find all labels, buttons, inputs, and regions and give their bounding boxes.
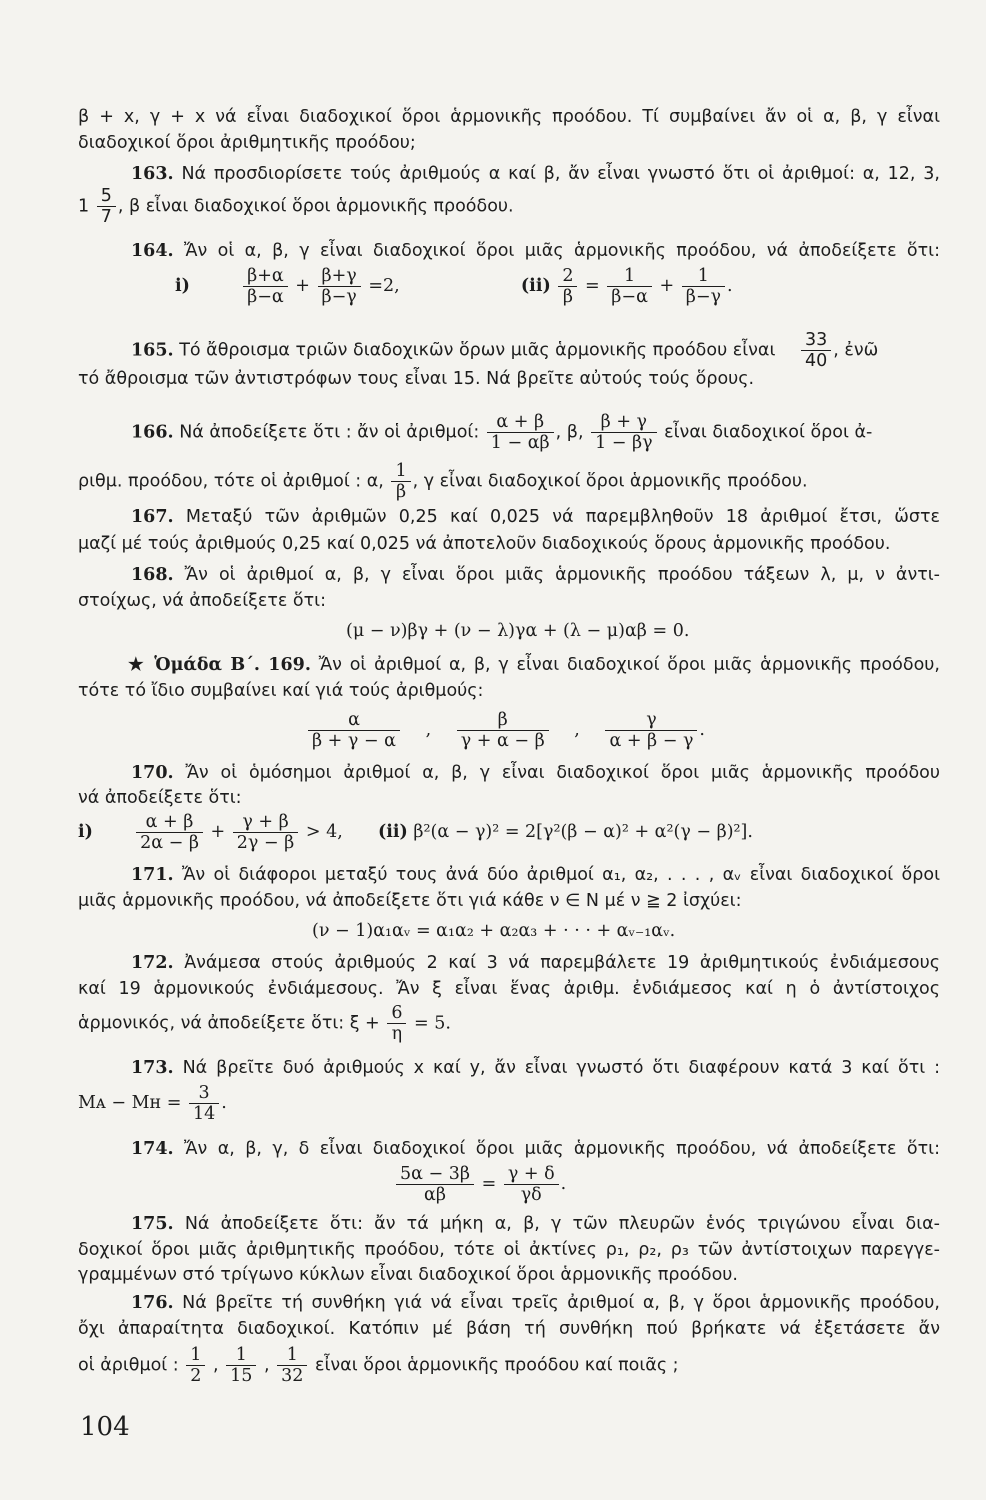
numerator: α + β: [145, 812, 194, 832]
fraction: [396, 1164, 474, 1205]
denominator: γδ: [504, 1184, 559, 1205]
exercise-number: 163.: [131, 164, 174, 184]
fraction: [226, 1345, 256, 1386]
operator: +: [659, 276, 675, 296]
exercise-165: [131, 330, 940, 371]
numerator: α + β: [496, 412, 545, 432]
text: Ἄν α, β, γ, δ εἶναι διαδοχικοί ὅροι μιᾶς ἁρμονικῆς προόδου, νά ἀποδείξετε ὅτι:: [184, 1139, 940, 1159]
denominator: 40: [801, 350, 831, 371]
exercise-168: [131, 564, 940, 586]
operator: =2,: [368, 276, 400, 296]
numerator: 33: [804, 330, 828, 350]
numerator: 1: [235, 1345, 247, 1365]
text: νά ἀποδείξετε ὅτι:: [78, 788, 242, 808]
text: οἱ ἀριθμοί :: [78, 1355, 179, 1376]
denominator: 2α − β: [136, 832, 203, 853]
text: Τό ἄθροισμα τριῶν διαδοχικῶν ὅρων μιᾶς ἁρμονικῆς προόδου εἶναι: [179, 340, 776, 361]
numerator: 3: [198, 1083, 210, 1103]
text-line: [78, 368, 940, 390]
exercise-number: 168.: [131, 565, 174, 585]
text-line: [78, 590, 940, 612]
formula-164: [175, 266, 875, 307]
text-line: [78, 787, 940, 809]
text-line: [78, 1239, 940, 1261]
exercise-number: 170.: [131, 763, 174, 783]
text: ριθμ. προόδου, τότε οἱ ἀριθμοί : α,: [78, 471, 384, 492]
exercise-167: [131, 506, 940, 528]
item-label: i): [78, 822, 93, 842]
exercise-170: [131, 762, 940, 784]
fraction: [504, 1164, 559, 1205]
denominator: αβ: [396, 1184, 474, 1205]
denominator: β−α: [243, 286, 288, 307]
text-line: [78, 1264, 940, 1286]
equation: (μ − ν)βγ + (ν − λ)γα + (λ − μ)αβ = 0.: [346, 621, 690, 641]
numerator: β + γ: [600, 412, 648, 432]
formula-171: [312, 920, 872, 942]
denominator: β: [391, 481, 410, 502]
formula-169: [306, 710, 826, 751]
exercise-number: 176.: [131, 1293, 174, 1313]
operator: .: [699, 720, 705, 740]
fraction: [591, 412, 657, 453]
fraction: [97, 186, 116, 227]
numerator: 2: [562, 266, 574, 286]
text: Ἀνάμεσα στούς ἀριθμούς 2 καί 3 νά παρεμβάλετε 19 ἀριθμητικούς ἐνδιάμεσους: [184, 953, 940, 973]
numerator: 1: [190, 1345, 202, 1365]
exercise-number: 171.: [131, 865, 174, 885]
text-line: [78, 1318, 940, 1340]
fraction: [308, 710, 400, 751]
text: Ἄν οἱ ἀριθμοί α, β, γ εἶναι ὅροι μιᾶς ἁρμονικῆς προόδου τάξεων λ, μ, ν ἀντι-: [184, 565, 940, 585]
exercise-176: [131, 1292, 940, 1314]
exercise-172: [131, 952, 940, 974]
text: Νά βρεῖτε δυό ἀριθμούς x καί y, ἄν εἶναι γνωστό ὅτι διαφέρουν κατά 3 καί ὅτι :: [182, 1058, 940, 1078]
operator: +: [295, 276, 310, 296]
fraction: [607, 266, 652, 307]
numerator: γ: [646, 710, 657, 730]
group-heading: ★ Ὁμάδα Β΄. 169.: [128, 655, 311, 675]
text-line: [78, 533, 940, 555]
text: Ἄν οἱ διάφοροι μεταξύ τους ἀνά δύο ἀριθμοί α₁, α₂, . . . , αᵥ εἶναι διαδοχικοί ὅροι: [181, 865, 940, 885]
numerator: β: [497, 710, 508, 730]
text: , β εἶναι διαδοχικοί ὅροι ἁρμονικῆς προόδου.: [117, 196, 514, 217]
fraction: [682, 266, 725, 307]
denominator: β−α: [607, 286, 652, 307]
exercise-163: [131, 163, 940, 185]
denominator: 7: [97, 206, 116, 227]
numerator: 6: [391, 1003, 403, 1023]
exercise-164: [131, 240, 940, 262]
numerator: 1: [624, 266, 636, 286]
fraction: [189, 1083, 219, 1124]
exercise-166: [131, 412, 940, 453]
text: τό ἄθροισμα τῶν ἀντιστρόφων τους εἶναι 15. Νά βρεῖτε αὐτούς τούς ὅρους.: [78, 369, 755, 389]
equation: β²(α − γ)² = 2[γ²(β − α)² + α²(γ − β)²].: [413, 822, 753, 842]
exercise-171: [131, 864, 940, 886]
item-label: (ii): [377, 822, 408, 842]
text: εἶναι ὅροι ἁρμονικῆς προόδου καί ποιᾶς ;: [315, 1355, 679, 1376]
denominator: β: [558, 286, 577, 307]
denominator: γ + α − β: [457, 730, 549, 751]
fraction: [605, 710, 697, 751]
denominator: 1 − αβ: [487, 432, 554, 453]
separator: ,: [425, 720, 432, 740]
denominator: 15: [226, 1365, 256, 1386]
text: β + x, γ + x νά εἶναι διαδοχικοί ὅροι ἁρμονικῆς προόδου. Τί συμβαίνει ἄν οἱ α, β, γ εἶναι: [78, 107, 940, 127]
text: καί 19 ἁρμονικούς ἐνδιάμεσους. Ἄν ξ εἶναι ἕνας ἀριθμ. ἐνδιάμεσος καί η ὁ ἀντίστοιχος: [78, 979, 940, 999]
fraction: [136, 812, 203, 853]
operator: =: [585, 276, 600, 296]
formula-174: [394, 1164, 694, 1205]
text-line: [78, 978, 940, 1000]
fraction: [387, 1003, 406, 1044]
numerator: 1: [697, 266, 709, 286]
exercise-number: 166.: [131, 422, 174, 443]
numerator: α: [348, 710, 360, 730]
denominator: β−γ: [318, 286, 361, 307]
numerator: 1: [286, 1345, 298, 1365]
text-line: [78, 106, 940, 128]
text: Ἄν οἱ ὁμόσημοι ἀριθμοί α, β, γ εἶναι διαδοχικοί ὅροι μιᾶς ἁρμονικῆς προόδου: [185, 763, 940, 783]
denominator: β + γ − α: [308, 730, 400, 751]
text: εἶναι διαδοχικοί ὅροι ἀ-: [664, 422, 873, 443]
operator: .: [221, 1093, 227, 1113]
item-label: (ii): [520, 276, 551, 296]
numerator: 5α − 3β: [400, 1164, 470, 1184]
exercise-173: [131, 1057, 940, 1079]
text: 1: [78, 196, 90, 217]
text-line: [78, 132, 940, 154]
denominator: η: [387, 1023, 406, 1044]
formula-168: [346, 620, 846, 642]
operator: .: [726, 276, 733, 296]
fraction: [318, 266, 361, 307]
numerator: β+α: [247, 266, 284, 286]
text: γραμμένων στό τρίγωνο κύκλων εἶναι διαδοχικοί ὅροι ἁρμονικῆς προόδου.: [78, 1265, 738, 1285]
text: στοίχως, νά ἀποδείξετε ὅτι:: [78, 591, 326, 611]
separator: ,: [574, 720, 580, 740]
text: Νά προσδιορίσετε τούς ἀριθμούς α καί β, ἄν εἶναι γνωστό ὅτι οἱ ἀριθμοί: α, 12, 3,: [181, 164, 940, 184]
numerator: 1: [395, 461, 407, 481]
denominator: 14: [189, 1103, 219, 1124]
denominator: 2: [186, 1365, 205, 1386]
denominator: 1 − βγ: [591, 432, 657, 453]
equation: = 5.: [414, 1013, 451, 1034]
denominator: α + β − γ: [605, 730, 697, 751]
fraction: [391, 461, 410, 502]
text: Νά βρεῖτε τή συνθήκη γιά νά εἶναι τρεῖς ἀριθμοί α, β, γ ὅροι ἁρμονικῆς προόδου,: [182, 1293, 940, 1313]
text: , ἐνῶ: [833, 340, 879, 361]
denominator: 32: [277, 1365, 307, 1386]
text: ἁρμονικός, νά ἀποδείξετε ὅτι: ξ +: [78, 1013, 380, 1034]
exercise-number: 172.: [131, 953, 174, 973]
numerator: γ + δ: [507, 1164, 555, 1184]
item-label: i): [175, 276, 190, 296]
fraction: [801, 330, 831, 371]
separator: ,: [212, 1355, 219, 1376]
text: , β,: [555, 422, 584, 443]
text-line: [78, 1083, 940, 1124]
operator: > 4,: [305, 822, 343, 842]
text-line: [78, 890, 940, 912]
fraction: [457, 710, 549, 751]
exercise-number: 167.: [131, 507, 174, 527]
text: ὄχι ἀπαραίτητα διαδοχικοί. Κατόπιν μέ βάση τή συνθήκη πού βρήκατε νά ἐξετάσετε ἄν: [78, 1319, 940, 1339]
exercise-175: [131, 1213, 940, 1235]
denominator: β−γ: [682, 286, 725, 307]
text: Ἄν οἱ α, β, γ εἶναι διαδοχικοί ὅροι μιᾶς ἁρμονικῆς προόδου, νά ἀποδείξετε ὅτι:: [184, 241, 940, 261]
page-number: 104: [80, 1412, 130, 1442]
fraction: [487, 412, 554, 453]
text: δοχικοί ὅροι μιᾶς ἀριθμητικῆς προόδου, τότε οἱ ἀκτίνες ρ₁, ρ₂, ρ₃ τῶν ἀντίστοιχων παρεγγε-: [78, 1240, 940, 1260]
text-line: [78, 186, 940, 227]
operator: =: [481, 1174, 497, 1194]
exercise-number: 165.: [131, 340, 174, 361]
exercise-174: [131, 1138, 940, 1160]
exercise-number: 164.: [131, 241, 174, 261]
numerator: γ + β: [242, 812, 289, 832]
operator: +: [210, 822, 226, 842]
text: τότε τό ἴδιο συμβαίνει καί γιά τούς ἀριθμούς:: [78, 681, 484, 701]
exercise-number: 173.: [131, 1058, 174, 1078]
text-line: [78, 1345, 940, 1386]
exercise-169: [128, 654, 940, 676]
numerator: β+γ: [321, 266, 357, 286]
text-line: [78, 461, 940, 502]
exercise-number: 174.: [131, 1139, 174, 1159]
fraction: [277, 1345, 307, 1386]
separator: ,: [264, 1355, 270, 1376]
text-line: [78, 1003, 940, 1044]
text: Μεταξύ τῶν ἀριθμῶν 0,25 καί 0,025 νά παρεμβληθοῦν 18 ἀριθμοί ἔτσι, ὥστε: [185, 507, 940, 527]
fraction: [558, 266, 577, 307]
text-line: [78, 680, 940, 702]
fraction: [233, 812, 299, 853]
formula-170: [78, 812, 948, 853]
operator: .: [560, 1174, 567, 1194]
text: Νά ἀποδείξετε ὅτι: ἄν τά μήκη α, β, γ τῶν πλευρῶν ἑνός τριγώνου εἶναι δια-: [184, 1214, 940, 1234]
exercise-number: 175.: [131, 1214, 174, 1234]
text: μαζί μέ τούς ἀριθμούς 0,25 καί 0,025 νά ἀποτελοῦν διαδοχικούς ὅρους ἁρμονικῆς προόδου.: [78, 534, 891, 554]
denominator: 2γ − β: [233, 832, 299, 853]
equation: Mᴀ − Mʜ =: [78, 1093, 182, 1113]
text: Νά ἀποδείξετε ὅτι : ἄν οἱ ἀριθμοί:: [179, 422, 480, 443]
text: , γ εἶναι διαδοχικοί ὅροι ἁρμονικῆς προόδου.: [412, 471, 808, 492]
text: μιᾶς ἁρμονικῆς προόδου, νά ἀποδείξετε ὅτι γιά κάθε ν ∈ N μέ ν ≧ 2 ἰσχύει:: [78, 891, 742, 911]
numerator: 5: [100, 186, 112, 206]
text: Ἄν οἱ ἀριθμοί α, β, γ εἶναι διαδοχικοί ὅροι μιᾶς ἁρμονικῆς προόδου,: [318, 655, 940, 675]
fraction: [186, 1345, 205, 1386]
text: διαδοχικοί ὅροι ἀριθμητικῆς προόδου;: [78, 133, 416, 153]
fraction: [243, 266, 288, 307]
equation: (ν − 1)α₁αᵥ = α₁α₂ + α₂α₃ + · · · + αᵥ₋₁αᵥ.: [312, 921, 676, 941]
